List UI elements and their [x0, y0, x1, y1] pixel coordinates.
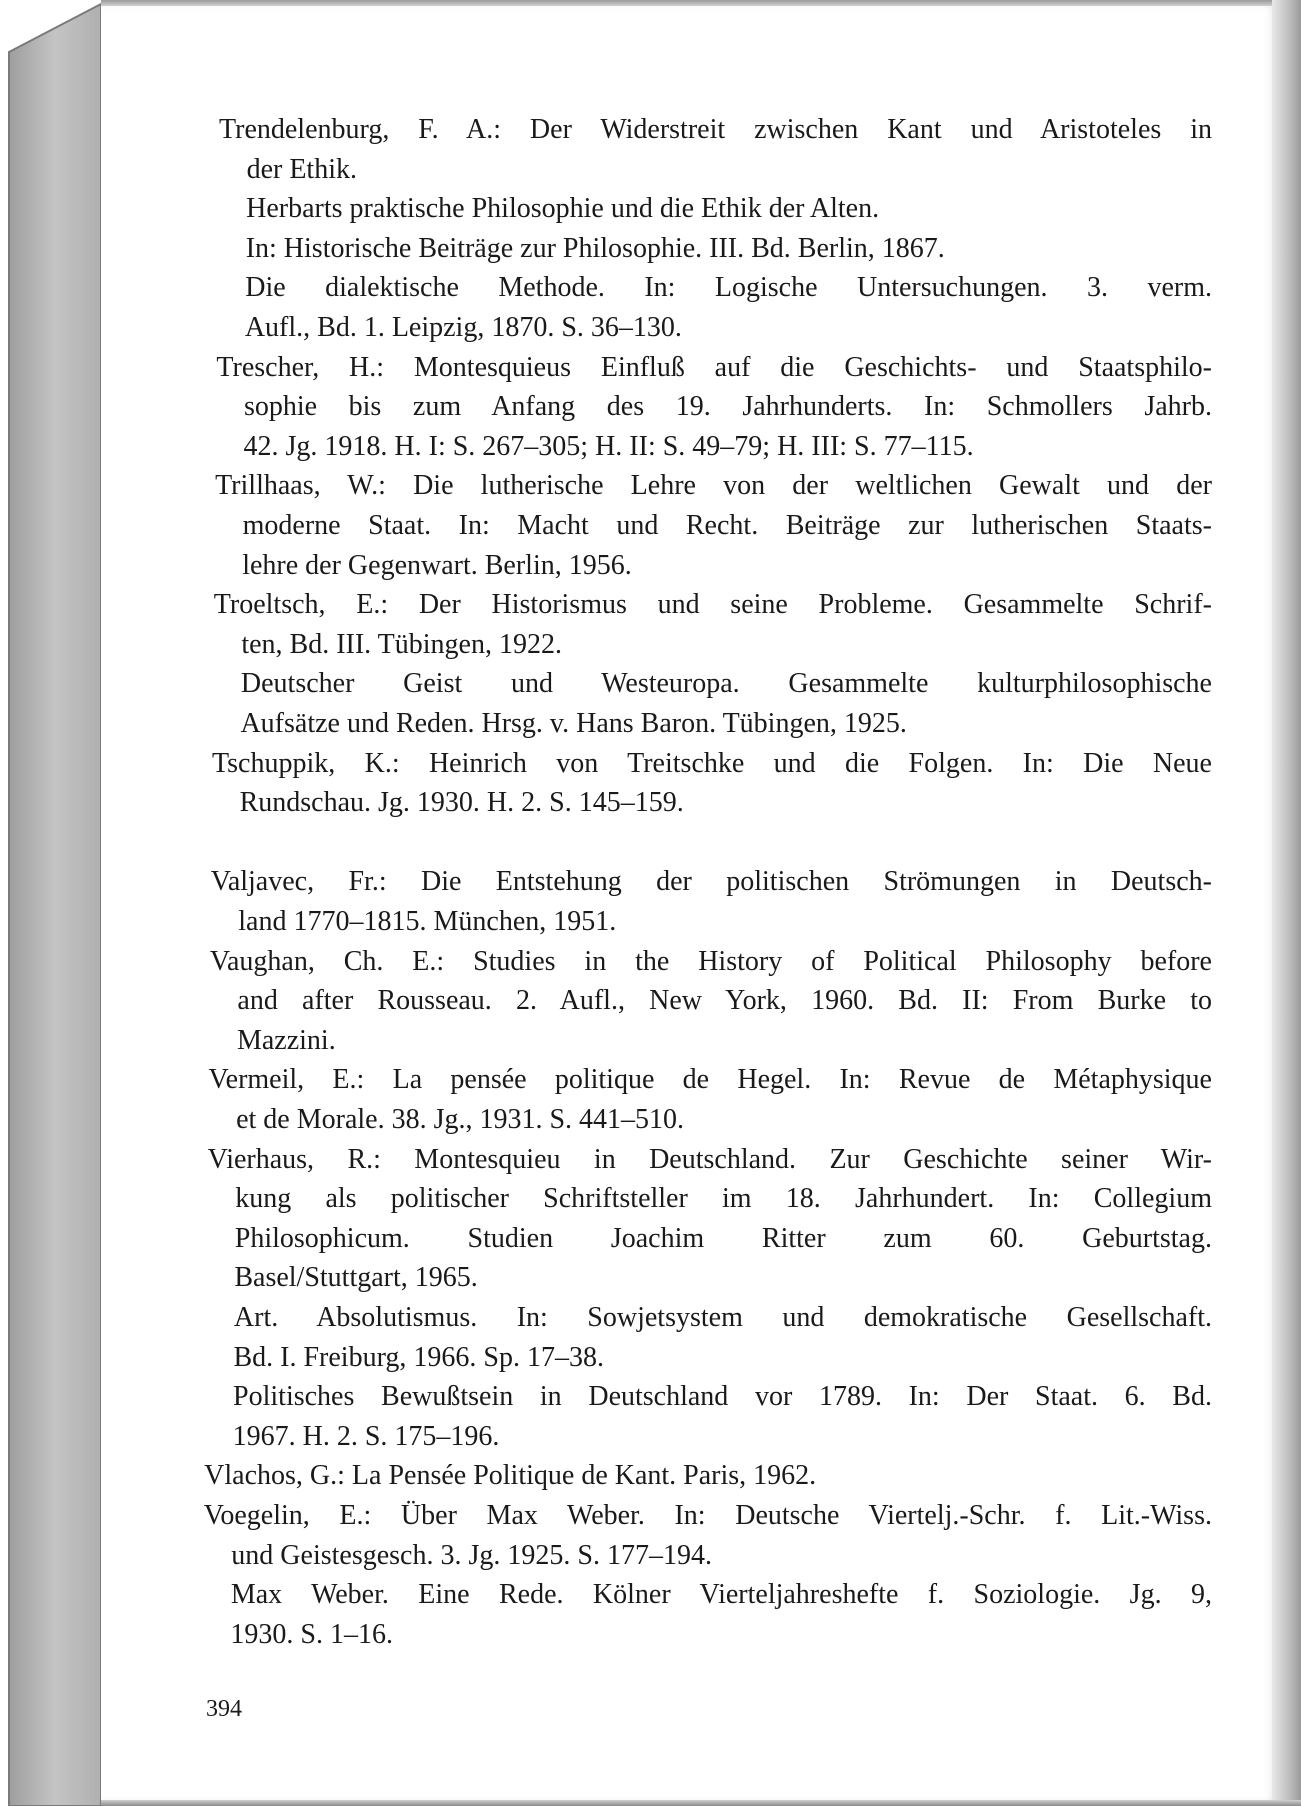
entry-continuation-line: lehre der Gegenwart. Berlin, 1956. — [242, 549, 632, 581]
entry-continuation-line: kung als politischer Schriftsteller im 18. Jahrhundert. In: Collegium — [235, 1183, 1212, 1215]
entry-continuation-line: Art. Absolutismus. In: Sowjetsystem und demokratische Gesellschaft. — [233, 1302, 1212, 1333]
entry-continuation-line: moderne Staat. In: Macht und Recht. Beiträge zur lutherischen Staats- — [242, 510, 1212, 541]
entry-first-line: Vaughan, Ch. E.: Studies in the History of Political Philosophy before — [209, 945, 1212, 977]
entry-continuation-line: 1930. S. 1–16. — [230, 1618, 393, 1650]
entry-continuation-line: der Ethik. — [246, 153, 357, 185]
entry-first-line: Trillhaas, W.: Die lutherische Lehre von der weltlichen Gewalt und der — [215, 470, 1212, 502]
entry-continuation-line: Max Weber. Eine Rede. Kölner Vierteljahreshefte f. Soziologie. Jg. 9, — [230, 1579, 1212, 1611]
entry-continuation-line: Rundschau. Jg. 1930. H. 2. S. 145–159. — [239, 787, 684, 819]
entry-continuation-line: Aufl., Bd. 1. Leipzig, 1870. S. 36–130. — [244, 312, 682, 343]
entry-first-line: Vierhaus, R.: Montesquieu in Deutschland. Zur Geschichte seiner Wir- — [207, 1143, 1212, 1175]
entry-first-line: Troeltsch, E.: Der Historismus und seine Probleme. Gesammelte Schrif- — [213, 589, 1212, 621]
entry-continuation-line: land 1770–1815. München, 1951. — [238, 906, 617, 937]
entry-continuation-line: Deutscher Geist und Westeuropa. Gesammelte kulturphilosophische — [240, 668, 1212, 700]
page-number: 394 — [206, 1696, 242, 1722]
entry-continuation-line: 1967. H. 2. S. 175–196. — [232, 1420, 500, 1452]
entry-continuation-line: ten, Bd. III. Tübingen, 1922. — [241, 628, 562, 660]
entry-continuation-line: und Geistesgesch. 3. Jg. 1925. S. 177–194. — [231, 1539, 712, 1571]
entry-continuation-line: In: Historische Beiträge zur Philosophie. III. Bd. Berlin, 1867. — [245, 232, 945, 264]
entry-continuation-line: Politisches Bewußtsein in Deutschland vor 1789. In: Der Staat. 6. Bd. — [233, 1381, 1212, 1413]
entry-continuation-line: sophie bis zum Anfang des 19. Jahrhunderts. In: Schmollers Jahrb. — [243, 391, 1212, 423]
entry-first-line: Trescher, H.: Montesquieus Einfluß auf die Geschichts- und Staatsphilo- — [216, 351, 1212, 383]
entry-continuation-line: 42. Jg. 1918. H. I: S. 267–305; H. II: S. 49–79; H. III: S. 77–115. — [243, 430, 974, 462]
entry-continuation-line: et de Morale. 38. Jg., 1931. S. 441–510. — [236, 1104, 685, 1135]
entry-continuation-line: Aufsätze und Reden. Hrsg. v. Hans Baron. Tübingen, 1925. — [240, 708, 907, 739]
entry-continuation-line: Bd. I. Freiburg, 1966. Sp. 17–38. — [233, 1341, 604, 1373]
entry-first-line: Vlachos, G.: La Pensée Politique de Kant. Paris, 1962. — [204, 1460, 817, 1492]
page-right-edge — [1272, 0, 1301, 1806]
entry-continuation-line: Herbarts praktische Philosophie und die Ethik der Alten. — [246, 193, 880, 225]
entry-continuation-line: and after Rousseau. 2. Aufl., New York, 1960. Bd. II: From Burke to — [237, 985, 1212, 1017]
entry-first-line: Voegelin, E.: Über Max Weber. In: Deutsche Viertelj.-Schr. f. Lit.-Wiss. — [203, 1500, 1212, 1531]
page-bottom-edge — [101, 1800, 1301, 1806]
entry-continuation-line: Mazzini. — [236, 1024, 336, 1056]
entry-first-line: Valjavec, Fr.: Die Entstehung der politischen Strömungen in Deutsch- — [210, 866, 1212, 898]
entry-continuation-line: Basel/Stuttgart, 1965. — [234, 1262, 478, 1294]
entry-first-line: Vermeil, E.: La pensée politique de Hegel. In: Revue de Métaphysique — [208, 1064, 1212, 1096]
entry-continuation-line: Philosophicum. Studien Joachim Ritter zum 60. Geburtstag. — [234, 1222, 1212, 1254]
entry-first-line: Tschuppik, K.: Heinrich von Treitschke und die Folgen. In: Die Neue — [212, 747, 1212, 779]
entry-continuation-line: Die dialektische Methode. In: Logische Untersuchungen. 3. verm. — [245, 272, 1212, 304]
entry-first-line: Trendelenburg, F. A.: Der Widerstreit zwischen Kant und Aristoteles in — [219, 114, 1212, 145]
